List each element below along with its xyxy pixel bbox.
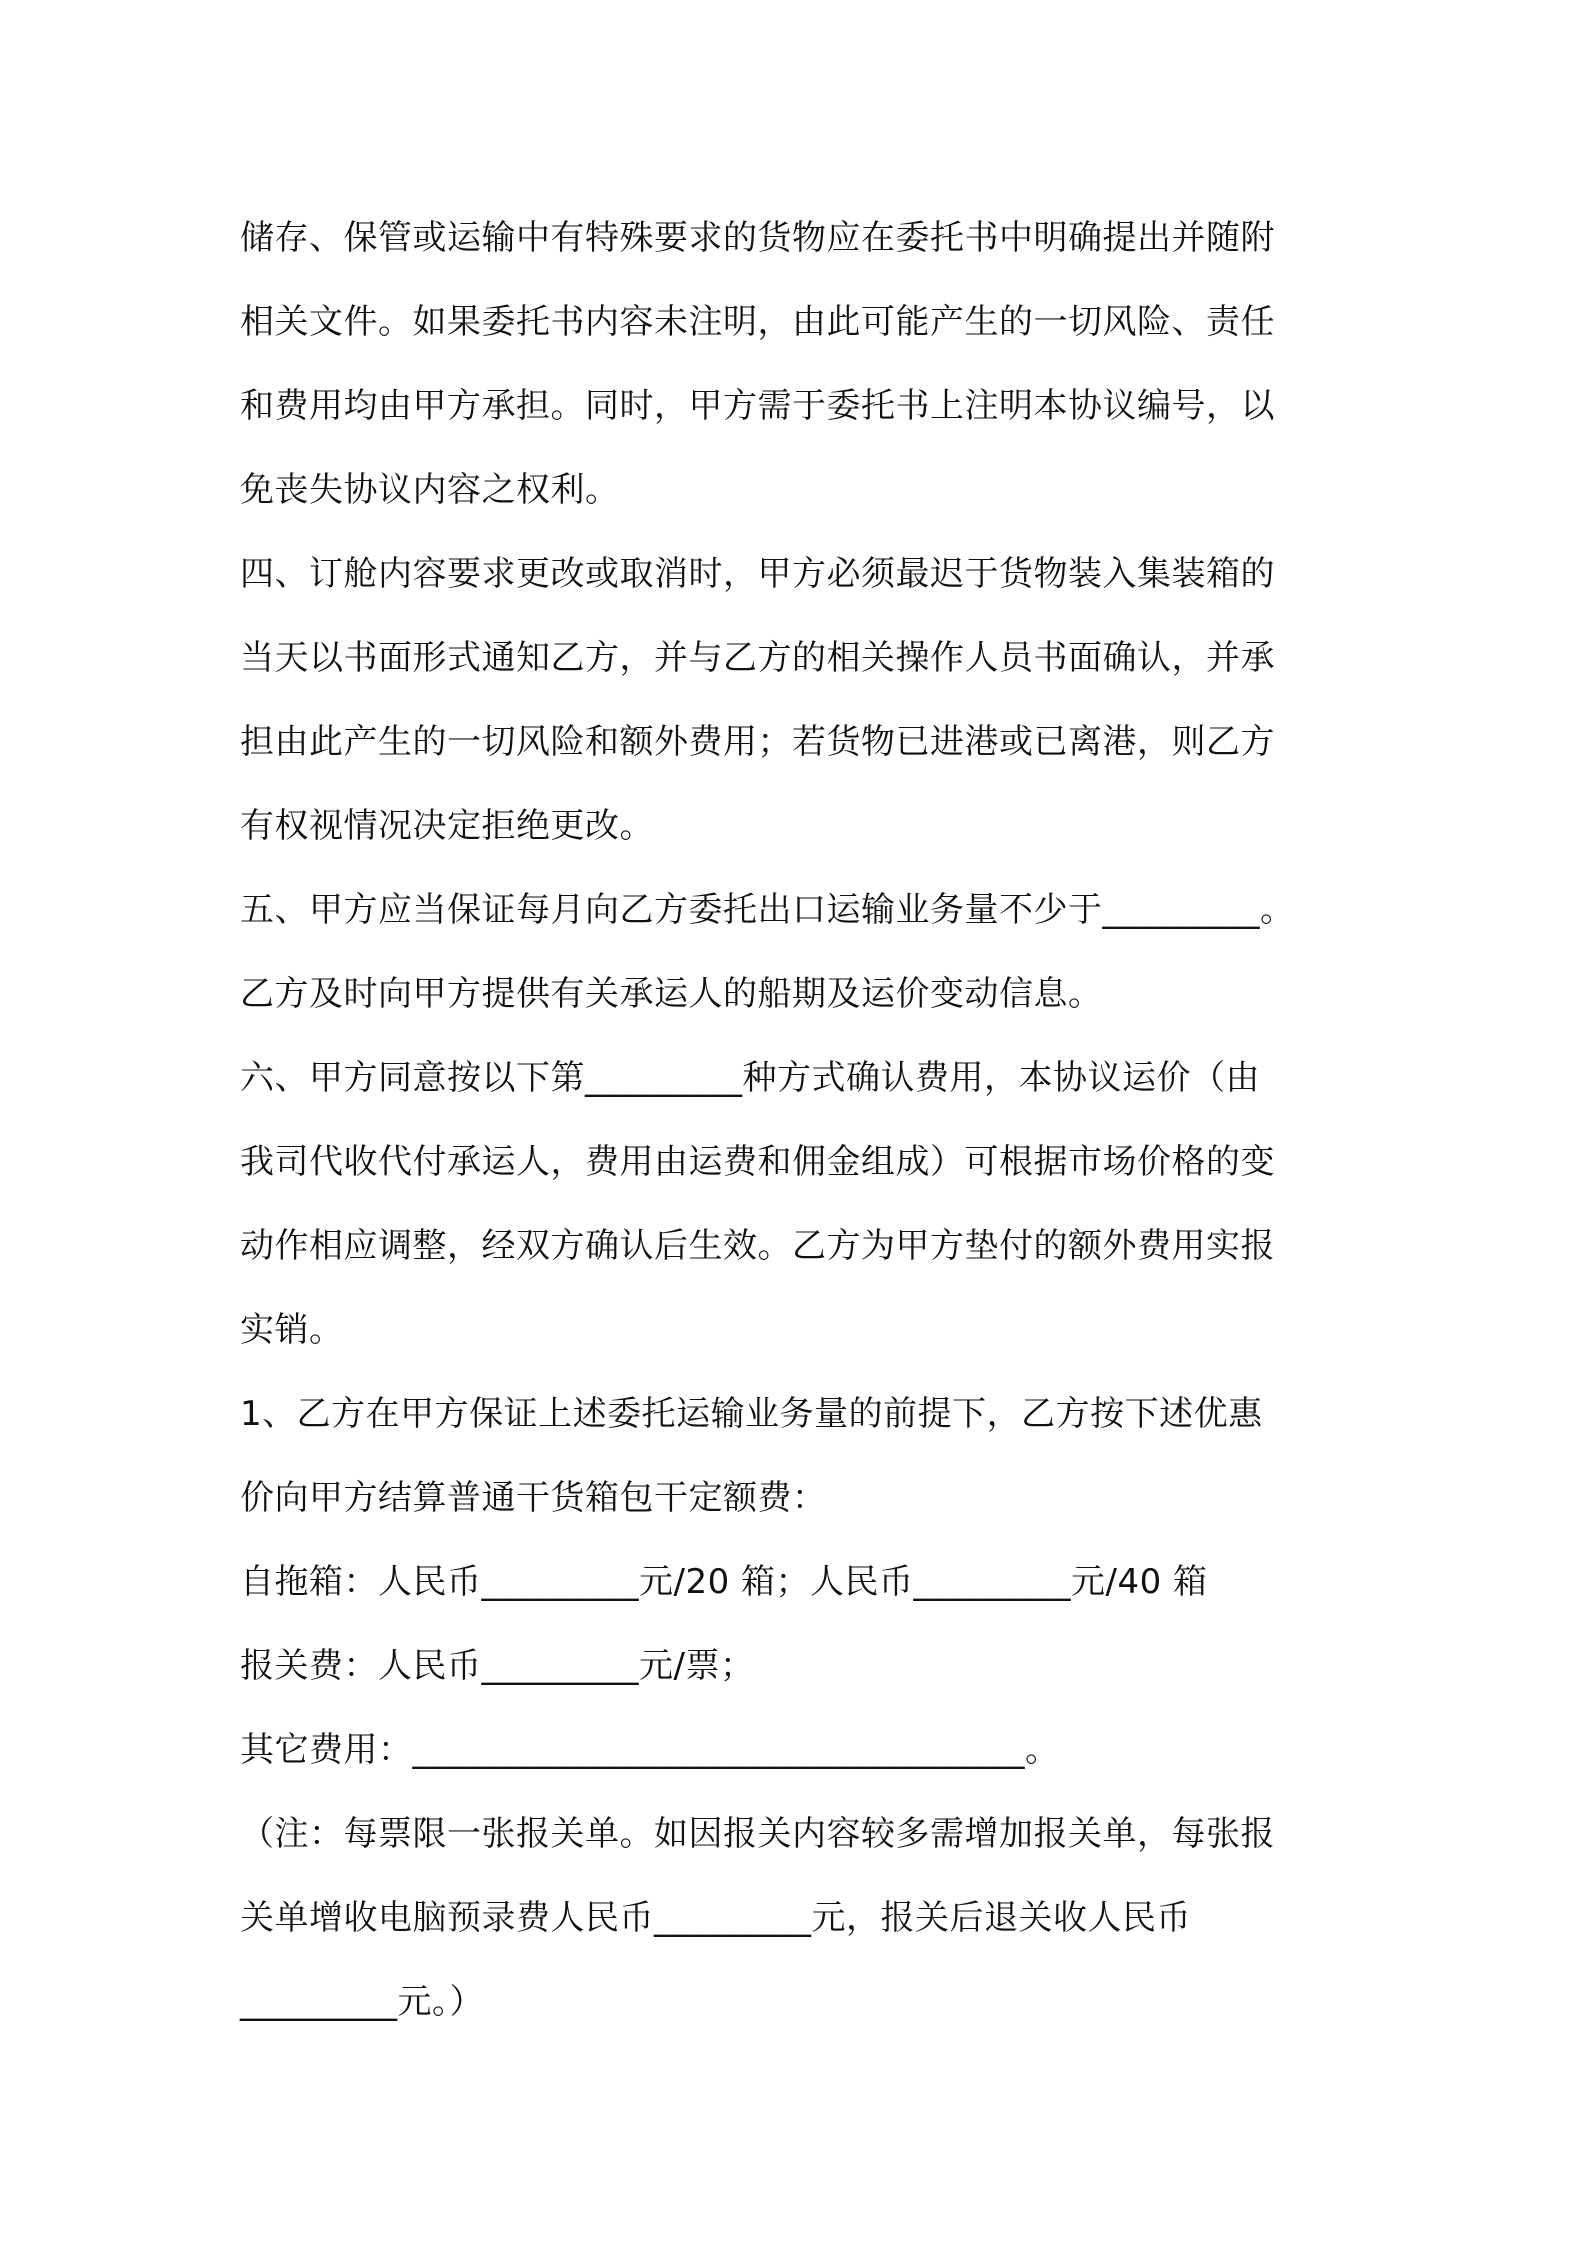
text-line: 和费用均由甲方承担。同时，甲方需于委托书上注明本协议编号，以	[240, 386, 1275, 426]
fee-customs-line: 报关费：人民币_________元/票；	[240, 1646, 755, 1686]
text-line: 乙方及时向甲方提供有关承运人的船期及运价变动信息。	[240, 974, 1103, 1014]
fee-towing-line: 自拖箱：人民币_________元/20 箱；人民币_________元/40 箱	[240, 1562, 1208, 1602]
text-line: 有权视情况决定拒绝更改。	[240, 806, 654, 846]
note-line: （注：每票限一张报关单。如因报关内容较多需增加报关单，每张报	[240, 1814, 1275, 1854]
text-line: 实销。	[240, 1310, 344, 1350]
text-line: 价向甲方结算普通干货箱包干定额费：	[240, 1478, 827, 1518]
text-line: 担由此产生的一切风险和额外费用；若货物已进港或已离港，则乙方	[240, 722, 1275, 762]
section-six-line: 六、甲方同意按以下第_________种方式确认费用，本协议运价（由	[240, 1058, 1260, 1098]
text-line: 动作相应调整，经双方确认后生效。乙方为甲方垫付的额外费用实报	[240, 1226, 1275, 1266]
text-line: 储存、保管或运输中有特殊要求的货物应在委托书中明确提出并随附	[240, 218, 1275, 258]
item-one-line: 1、乙方在甲方保证上述委托运输业务量的前提下，乙方按下述优惠	[240, 1394, 1263, 1434]
fee-other-line: 其它费用：___________________________________。	[240, 1730, 1060, 1770]
text-line: _________元。）	[240, 1982, 484, 2022]
text-line: 相关文件。如果委托书内容未注明，由此可能产生的一切风险、责任	[240, 302, 1275, 342]
document-body	[240, 196, 1370, 2044]
text-line: 免丧失协议内容之权利。	[240, 470, 620, 510]
text-line: 关单增收电脑预录费人民币_________元，报关后退关收人民币	[240, 1898, 1191, 1938]
section-five-line: 五、甲方应当保证每月向乙方委托出口运输业务量不少于_________。	[240, 890, 1295, 930]
text-line: 当天以书面形式通知乙方，并与乙方的相关操作人员书面确认，并承	[240, 638, 1275, 678]
text-line: 我司代收代付承运人，费用由运费和佣金组成）可根据市场价格的变	[240, 1142, 1275, 1182]
section-four-line: 四、订舱内容要求更改或取消时，甲方必须最迟于货物装入集装箱的	[240, 554, 1275, 594]
